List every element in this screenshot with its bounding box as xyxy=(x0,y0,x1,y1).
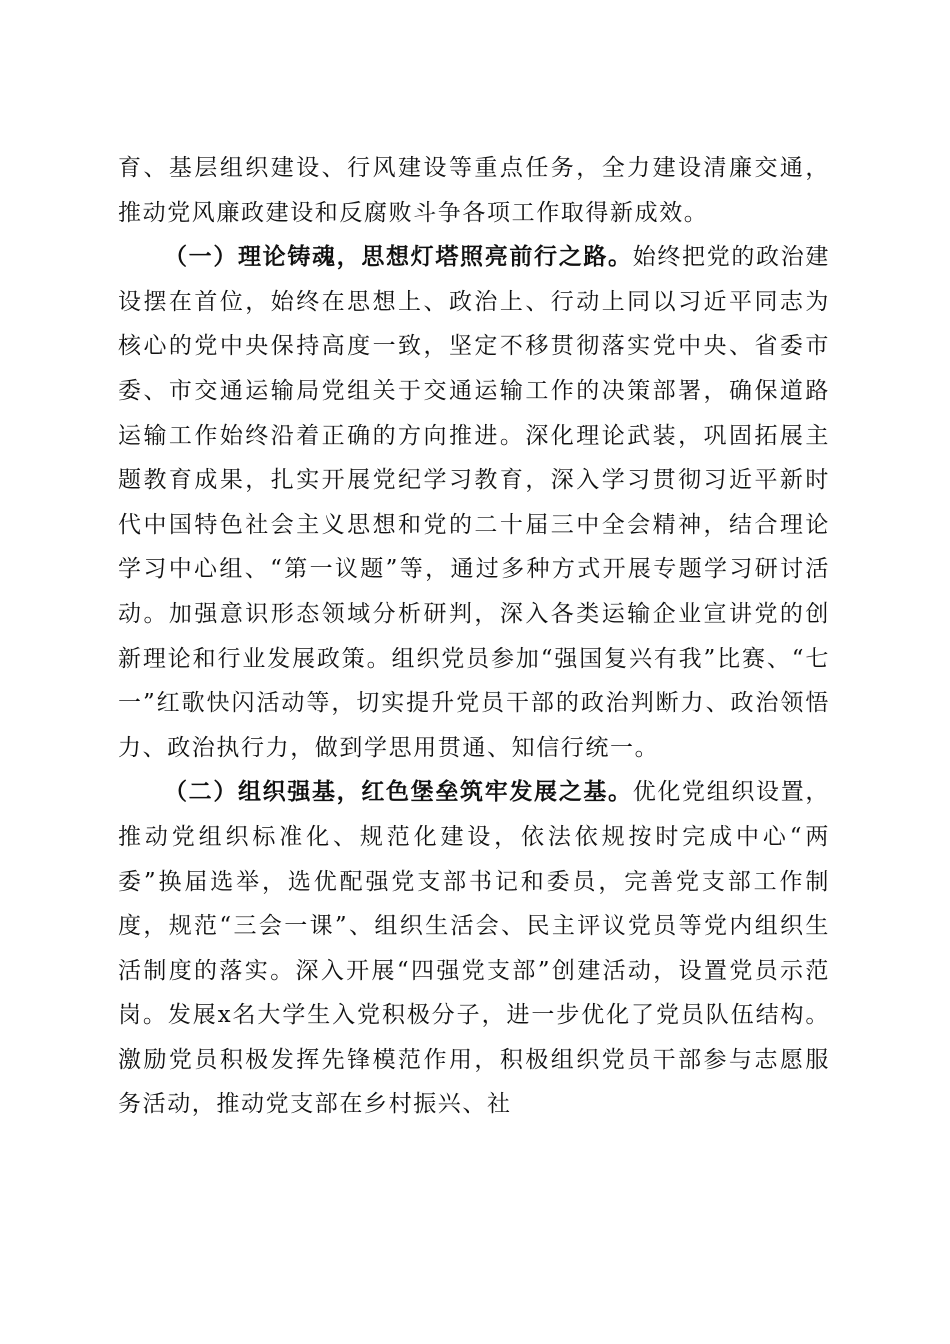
section-heading: （二）组织强基，红色堡垒筑牢发展之基。 xyxy=(164,778,633,806)
section-heading: （一）理论铸魂，思想灯塔照亮前行之路。 xyxy=(164,243,633,271)
paragraph-text: 优化党组织设置，推动党组织标准化、规范化建设，依法依规按时完成中心“两委”换届选举，选优配强党支部书记和委员，完善党支部工作制度，规范“三会一课”、组织生活会、民主评议党员等党内组织生活制度的落实。深入开展“四强党支部”创建活动，设置党员示范岗。发展x名大学生入党积极分子，进一步优化了党员队伍结构。激励党员积极发挥先锋模范作用，积极组织党员干部参与志愿服务活动，推动党支部在乡村振兴、社 xyxy=(118,779,830,1118)
paragraph-text: 始终把党的政治建设摆在首位，始终在思想上、政治上、行动上同以习近平同志为核心的党中央保持高度一致，坚定不移贯彻落实党中央、省委市委、市交通运输局党组关于交通运输工作的决策部署，确保道路运输工作始终沿着正确的方向推进。深化理论武装，巩固拓展主题教育成果，扎实开展党纪学习教育，深入学习贯彻习近平新时代中国特色社会主义思想和党的二十届三中全会精神，结合理论学习中心组、“第一议题”等，通过多种方式开展专题学习研讨活动。加强意识形态领域分析研判，深入各类运输企业宣讲党的创新理论和行业发展政策。组织党员参加“强国复兴有我”比赛、“七一”红歌快闪活动等，切实提升党员干部的政治判断力、政治领悟力、政治执行力，做到学思用贯通、知信行统一。 xyxy=(118,244,830,761)
paragraph-text: 育、基层组织建设、行风建设等重点任务，全力建设清廉交通，推动党风廉政建设和反腐败斗争各项工作取得新成效。 xyxy=(118,155,830,226)
paragraph-section-1 xyxy=(118,235,830,770)
paragraph-intro-tail xyxy=(118,146,830,235)
paragraph-section-2 xyxy=(118,770,830,1127)
document-body xyxy=(118,146,830,1127)
